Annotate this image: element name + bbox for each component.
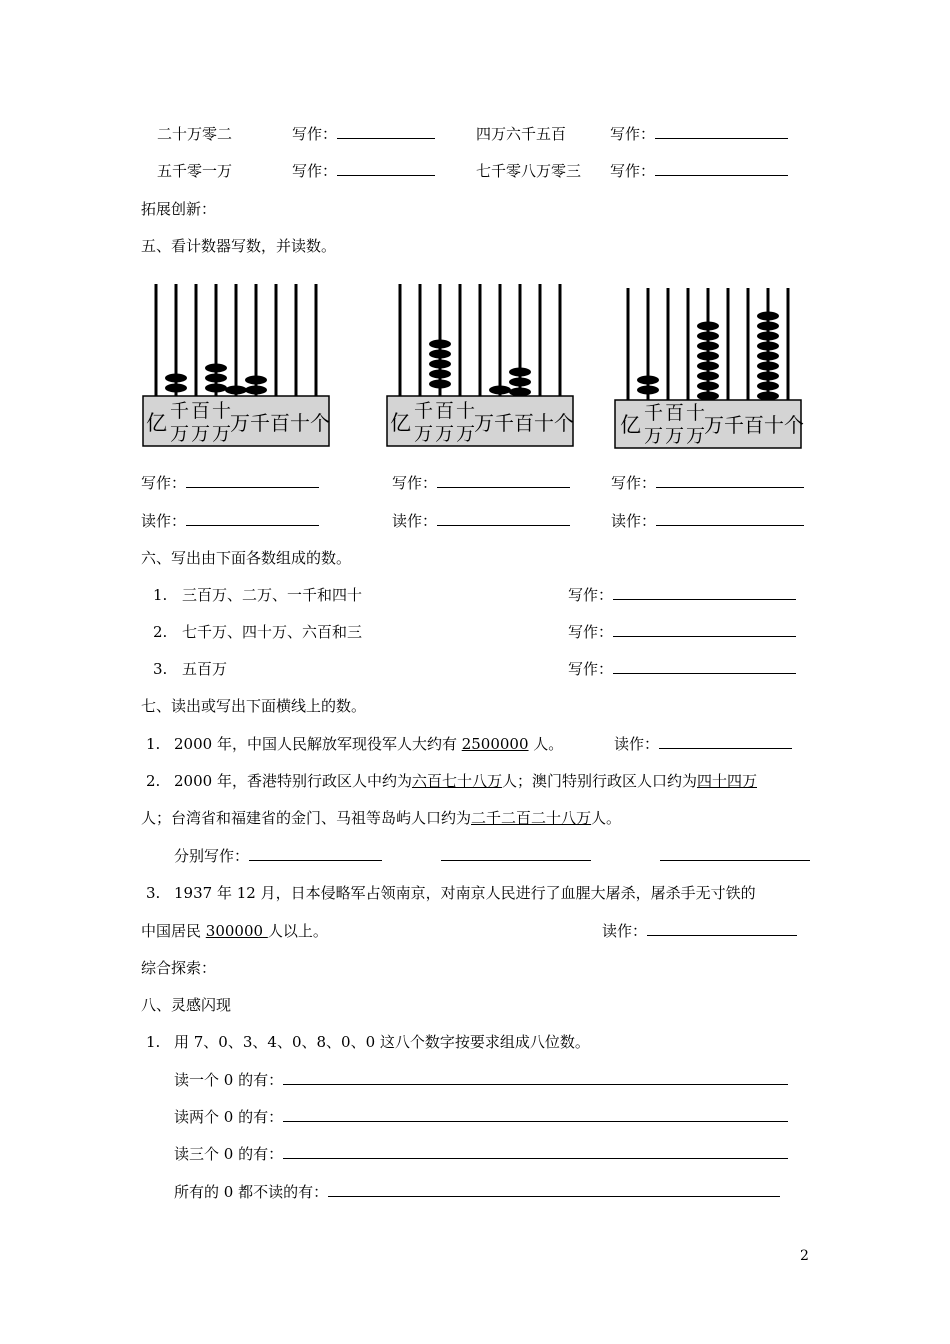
label-qian: 千: [644, 403, 664, 424]
label-tail: 万千百十个: [230, 413, 330, 435]
underlined-number: 四十四万: [696, 772, 757, 790]
answer-blank[interactable]: [660, 846, 810, 866]
item-number: 2.: [153, 623, 168, 641]
answer-blank[interactable]: [283, 1107, 788, 1122]
item-text: 2000 年，中国人民解放军现役军人大约有 2500000 人。: [174, 735, 564, 753]
write-label: 写作：: [610, 124, 788, 144]
label-shi: 十: [456, 401, 476, 422]
read-label: 读作：: [614, 734, 792, 754]
read-label: 读作：: [141, 511, 319, 531]
answer-blank[interactable]: [186, 511, 319, 526]
item-number: 1.: [153, 586, 168, 604]
label-tail: 万千百十个: [474, 413, 574, 435]
abacus-2: [384, 280, 576, 450]
label-wan: 万: [686, 426, 706, 447]
label-qian: 千: [170, 401, 190, 422]
label-wan: 万: [456, 424, 476, 445]
section-label: 拓展创新：: [141, 200, 217, 218]
item-text: 七千零八万零三: [476, 162, 582, 180]
abacus-3: [612, 284, 804, 454]
label-wan: 万: [170, 424, 190, 445]
question-7-title: 七、读出或写出下面横线上的数。: [141, 697, 367, 715]
item-text: 五千零一万: [157, 162, 233, 180]
answer-blank[interactable]: [655, 161, 788, 176]
answer-blank[interactable]: [337, 161, 435, 176]
item-number: 2.: [146, 772, 161, 790]
label-wan: 万: [191, 424, 211, 445]
item-text: 1937 年 12 月，日本侵略军占领南京，对南京人民进行了血腥大屠杀，屠杀手无寸铁的: [174, 884, 756, 902]
section-label: 综合探索：: [141, 959, 217, 977]
answer-line: 读一个 0 的有：: [174, 1070, 788, 1090]
answer-blank[interactable]: [328, 1182, 780, 1197]
item-text: 中国居民 300000 人以上。: [141, 922, 328, 940]
item-number: 1.: [146, 735, 161, 753]
answer-blank[interactable]: [659, 734, 792, 749]
label-wan: 万: [644, 426, 664, 447]
item-text: 三百万、二万、一千和四十: [182, 586, 363, 604]
label-qian: 千: [414, 401, 434, 422]
item-text: 用 7、0、3、4、0、8、0、0 这八个数字按要求组成八位数。: [174, 1033, 590, 1051]
item-text: 七千万、四十万、六百和三: [182, 623, 363, 641]
answer-blank[interactable]: [283, 1070, 788, 1085]
answer-blank[interactable]: [437, 511, 570, 526]
item-number: 1.: [146, 1033, 161, 1051]
answer-line: 读三个 0 的有：: [174, 1144, 788, 1164]
label-wan: 万: [414, 424, 434, 445]
item-text: 二十万零二: [157, 125, 233, 143]
write-label: 写作：: [141, 473, 319, 493]
label-wan: 万: [435, 424, 455, 445]
label-shi: 十: [212, 401, 232, 422]
label-bai: 百: [191, 401, 211, 422]
question-6-title: 六、写出由下面各数组成的数。: [141, 549, 352, 567]
question-5-title: 五、看计数器写数，并读数。: [141, 237, 337, 255]
item-text: 五百万: [182, 660, 228, 678]
underlined-number: 六百七十八万: [411, 772, 502, 790]
answer-line: 读两个 0 的有：: [174, 1107, 788, 1127]
underlined-number: 2500000: [461, 735, 529, 753]
read-label: 读作：: [611, 511, 804, 531]
abacus-1: [140, 280, 332, 450]
label-wan: 万: [665, 426, 685, 447]
answer-blank[interactable]: [283, 1144, 788, 1159]
item-text: 四万六千五百: [476, 125, 567, 143]
answer-line: 所有的 0 都不读的有：: [174, 1182, 780, 1202]
answer-blank[interactable]: [337, 124, 435, 139]
item-number: 3.: [146, 884, 161, 902]
read-label: 读作：: [392, 511, 570, 531]
label-yi: 亿: [146, 412, 167, 435]
answer-blank[interactable]: [437, 473, 570, 488]
answer-blank[interactable]: [655, 124, 788, 139]
question-8-title: 八、灵感闪现: [141, 996, 232, 1014]
label-shi: 十: [686, 403, 706, 424]
answer-blank[interactable]: [186, 473, 319, 488]
label-yi: 亿: [390, 412, 411, 435]
write-label: 写作：: [611, 473, 804, 493]
write-label: 写作：: [610, 161, 788, 181]
answer-blank[interactable]: [613, 659, 796, 674]
answer-blank[interactable]: [656, 511, 804, 526]
label-yi: 亿: [620, 414, 641, 437]
answer-blank[interactable]: [613, 622, 796, 637]
write-label: 分别写作：: [174, 846, 382, 866]
page-number: 2: [800, 1248, 809, 1264]
label-tail: 万千百十个: [704, 415, 804, 437]
write-label: 写作：: [568, 659, 796, 679]
write-label: 写作：: [292, 124, 435, 144]
answer-blank[interactable]: [249, 846, 382, 861]
write-label: 写作：: [568, 585, 796, 605]
write-label: 写作：: [292, 161, 435, 181]
underlined-number: 二千二百二十八万: [471, 809, 592, 827]
answer-blank[interactable]: [647, 921, 797, 936]
write-label: 写作：: [392, 473, 570, 493]
answer-blank[interactable]: [441, 846, 591, 866]
item-text: 2000 年，香港特别行政区人中约为六百七十八万人；澳门特别行政区人口约为四十四万: [174, 772, 757, 790]
label-wan: 万: [212, 424, 232, 445]
label-bai: 百: [665, 403, 685, 424]
answer-blank[interactable]: [656, 473, 804, 488]
label-bai: 百: [435, 401, 455, 422]
read-label: 读作：: [602, 921, 797, 941]
item-number: 3.: [153, 660, 168, 678]
item-text: 人；台湾省和福建省的金门、马祖等岛屿人口约为二千二百二十八万人。: [141, 809, 622, 827]
write-label: 写作：: [568, 622, 796, 642]
answer-blank[interactable]: [613, 585, 796, 600]
underlined-number: 300000: [205, 922, 268, 940]
